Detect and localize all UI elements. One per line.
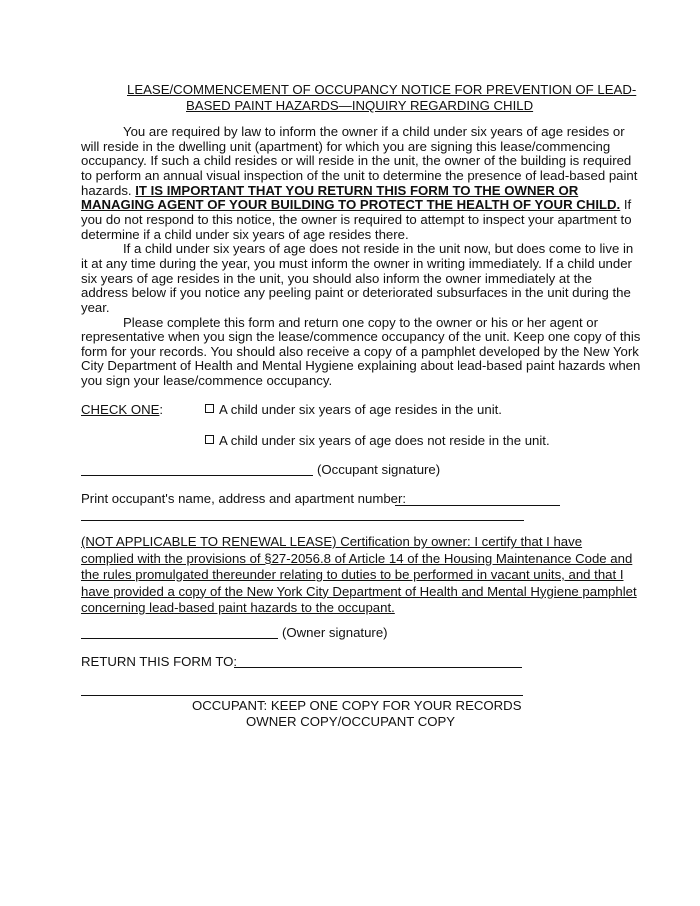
para2-line: six years of age resides in the unit, you should also inform the owner immediately at the	[81, 270, 592, 286]
para3-line: you sign your lease/commence occupancy.	[81, 373, 333, 388]
para3-line: representative when you sign the lease/commence occupancy of the unit. Keep one copy of this	[81, 329, 641, 345]
checkbox-icon[interactable]	[205, 404, 214, 413]
important-notice: IT IS IMPORTANT THAT YOU RETURN THIS FORM TO THE OWNER OR	[135, 182, 579, 198]
return-address-line-2[interactable]	[81, 695, 523, 696]
para1-line	[81, 197, 631, 212]
return-address-line[interactable]	[234, 667, 522, 668]
para1-text: If	[620, 197, 632, 213]
owner-signature-line[interactable]	[81, 638, 278, 639]
para2-line: address below if you notice any peeling paint or deteriorated subsurfaces in the unit during the	[81, 285, 631, 301]
para1-text: hazards.	[81, 182, 136, 198]
title-line-1: LEASE/COMMENCEMENT OF OCCUPANCY NOTICE FOR PREVENTION OF LEAD-	[127, 82, 637, 97]
certification-line: the rules promulgated thereunder relating to duties to be performed in vacant units, and that I	[81, 567, 624, 582]
occupant-signature-label: (Occupant signature)	[317, 462, 441, 477]
check-one-label	[81, 402, 163, 417]
para1-line: occupancy. If such a child resides or will reside in the unit, the owner of the building is required	[81, 153, 632, 169]
title-line-2: BASED PAINT HAZARDS—INQUIRY REGARDING CHILD	[186, 98, 534, 113]
footer-keep-copy: OCCUPANT: KEEP ONE COPY FOR YOUR RECORDS	[192, 698, 522, 713]
para1-line: you do not respond to this notice, the owner is required to attempt to inspect your apartment to	[81, 211, 632, 227]
certification-line: have provided a copy of the New York City Department of Health and Mental Hygiene pamphlet	[81, 583, 637, 599]
check-one-colon: :	[159, 402, 164, 417]
footer-copy-type: OWNER COPY/OCCUPANT COPY	[246, 714, 456, 729]
address-line[interactable]	[81, 520, 524, 521]
para3-line: form for your records. You should also receive a copy of a pamphlet developed by the New York	[81, 343, 639, 359]
option-not-reside[interactable]	[205, 433, 550, 448]
certification-line: concerning lead-based paint hazards to the occupant.	[81, 600, 395, 615]
para2-line: it at any time during the year, you must inform the owner in writing immediately. If a child under	[81, 255, 632, 271]
check-one-text: CHECK ONE	[81, 402, 160, 417]
para1-line	[81, 183, 578, 198]
option-label: A child under six years of age resides in the unit.	[219, 402, 502, 417]
certification-line: (NOT APPLICABLE TO RENEWAL LEASE) Certification by owner: I certify that I have	[81, 534, 583, 549]
para3-line: City Department of Health and Mental Hygiene explaining about lead-based paint hazards when	[81, 358, 641, 374]
print-name-label: Print occupant's name, address and apartment number:	[81, 491, 407, 506]
para2-line: If a child under six years of age does not reside in the unit now, but does come to live in	[123, 241, 634, 257]
para1-line: You are required by law to inform the owner if a child under six years of age resides or	[123, 124, 625, 139]
option-label: A child under six years of age does not reside in the unit.	[219, 433, 550, 448]
para1-line: will reside in the dwelling unit (apartment) for which you are signing this lease/commencing	[81, 138, 611, 154]
occupant-signature-line[interactable]	[81, 475, 313, 476]
para3-line: Please complete this form and return one copy to the owner or his or her agent or	[123, 314, 599, 330]
para2-line: year.	[81, 299, 110, 315]
important-notice: MANAGING AGENT OF YOUR BUILDING TO PROTECT THE HEALTH OF YOUR CHILD.	[81, 197, 621, 213]
owner-signature-label: (Owner signature)	[282, 625, 388, 640]
return-label: RETURN THIS FORM TO:	[81, 654, 238, 669]
checkbox-icon[interactable]	[205, 435, 214, 444]
certification-line: complied with the provisions of §27-2056.8 of Article 14 of the Housing Maintenance Code and	[81, 550, 633, 566]
para1-line: determine if a child under six years of age resides there.	[81, 226, 409, 242]
print-name-line[interactable]	[395, 505, 560, 506]
para1-line: to perform an annual visual inspection of the unit to determine the presence of lead-based paint	[81, 168, 638, 183]
option-resides[interactable]	[205, 402, 502, 417]
